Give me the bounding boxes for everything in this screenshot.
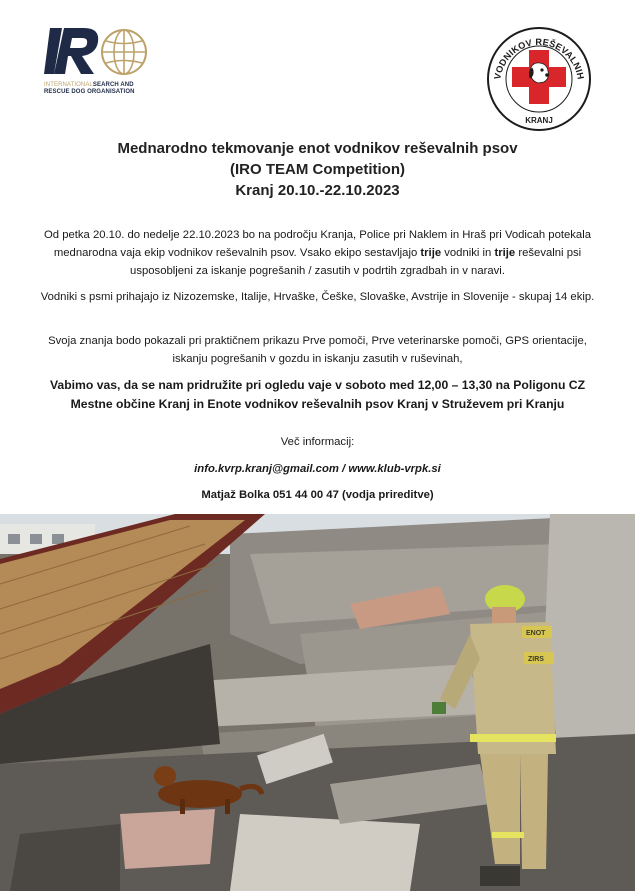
vest-text-2: ZIRS bbox=[528, 656, 544, 663]
vest-text-1: ENOT bbox=[526, 630, 546, 637]
invitation-paragraph: Vabimo vas, da se nam pridružite pri ogledu vaje v soboto med 12,00 – 13,30 na Poligonu CZ Mestne občine Kranj in Enote vodnikov reševalnih psov Kranj v Struževem pri Kranju bbox=[49, 378, 586, 411]
skills-paragraph: Svoja znanja bodo pokazali pri praktičnem prikazu Prve pomoči, Prve veterinarske pomoči, GPS orientacije, iskanju pogrešanih v gozdu in iskanju zasutih v ruševinah, bbox=[48, 335, 587, 365]
intro-paragraph: Od petka 20.10. do nedelje 22.10.2023 bo na področju Kranja, Police pri Naklem in Hraš pri Vodicah potekala mednarodna vaja ekip vodnikov reševalnih psov. Vsako ekipo sestavljajo trije vodniki in trije reševalni psi usposobljeni za iskanje pogrešanih / zasutih v podrtih zgradbah in v naravi. bbox=[44, 229, 591, 277]
poster-title bbox=[0, 138, 635, 201]
iro-mark-icon bbox=[44, 26, 100, 76]
rubble-scene bbox=[0, 514, 635, 891]
title-line-1: Mednarodno tekmovanje enot vodnikov reševalnih psov bbox=[117, 140, 518, 157]
info-heading: Več informacij: bbox=[280, 436, 355, 448]
iro-logo bbox=[44, 26, 164, 104]
globe-icon bbox=[100, 28, 148, 76]
club-city: KRANJ bbox=[525, 116, 553, 125]
club-logo bbox=[486, 26, 592, 132]
contact-links[interactable]: info.kvrp.kranj@gmail.com / www.klub-vrpk.si bbox=[194, 463, 441, 475]
rescue-photo bbox=[0, 514, 635, 891]
title-line-3: Kranj 20.10.-22.10.2023 bbox=[235, 182, 400, 199]
contact-person: Matjaž Bolka 051 44 00 47 (vodja prireditve) bbox=[201, 489, 434, 501]
club-seal-icon bbox=[486, 26, 592, 132]
participants-paragraph: Vodniki s psmi prihajajo iz Nizozemske, Italije, Hrvaške, Češke, Slovaške, Avstrije in Slovenije - skupaj 14 ekip. bbox=[40, 291, 595, 303]
iro-org-name: INTERNATIONALSEARCH AND RESCUE DOG ORGANISATION bbox=[44, 82, 135, 95]
club-ring-text: VODNIKOV REŠEVALNIH bbox=[492, 36, 586, 81]
title-line-2: (IRO TEAM Competition) bbox=[230, 161, 405, 178]
